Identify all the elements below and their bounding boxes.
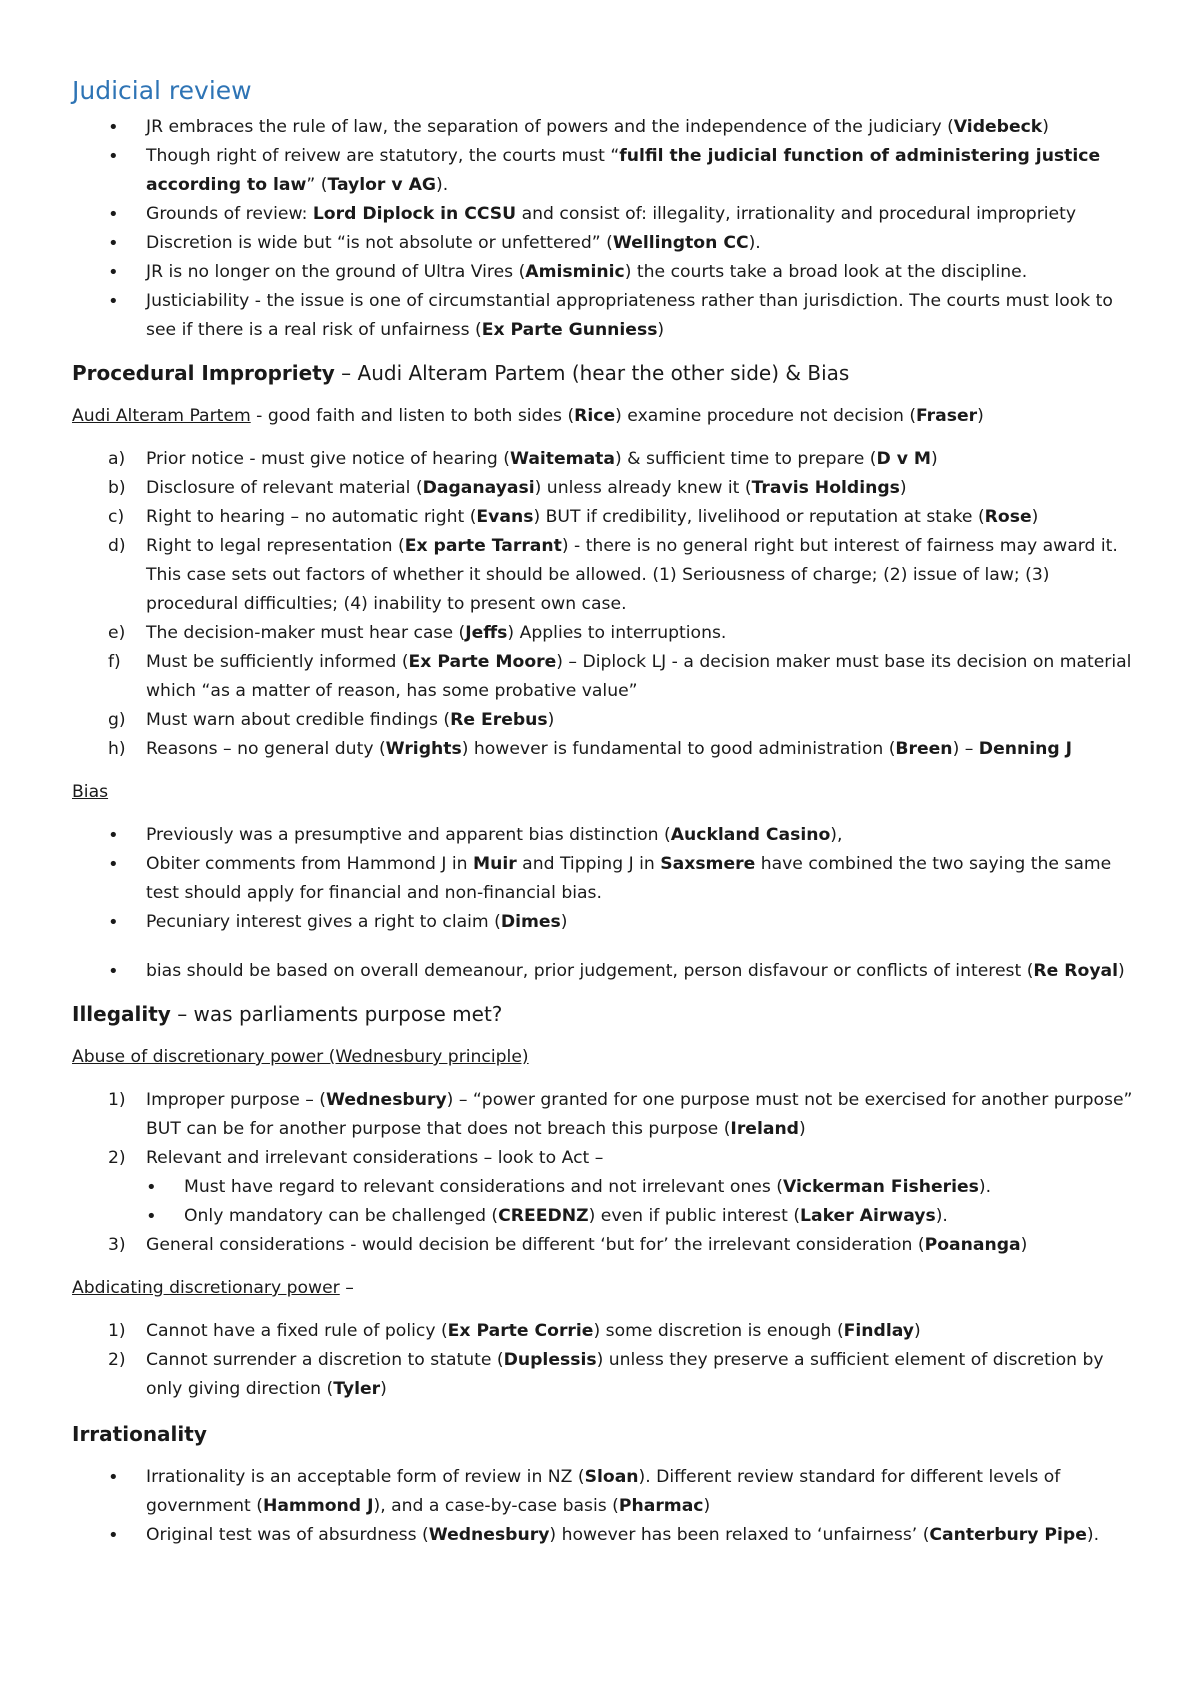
text-segment: Cannot surrender a discretion to statute ( [146, 1350, 504, 1370]
case-citation: Fraser [916, 406, 978, 426]
list-item [72, 287, 1140, 345]
list-item [72, 1144, 1140, 1173]
case-citation: Ex Parte Gunniess [481, 320, 658, 340]
text-segment: Prior notice - must give notice of hearing ( [146, 449, 510, 469]
illegality-items-list-continued [72, 1231, 1140, 1260]
list-marker: a) [108, 449, 126, 469]
list-item [72, 821, 1140, 850]
text-segment: Improper purpose – ( [146, 1090, 326, 1110]
case-citation: Duplessis [503, 1350, 597, 1370]
text-segment: Right to hearing – no automatic right ( [146, 507, 477, 527]
list-marker: f) [108, 652, 121, 672]
text-segment: ) Applies to interruptions. [507, 623, 727, 643]
list-item [72, 1521, 1140, 1550]
text-segment: - good faith and listen to both sides ( [250, 406, 575, 426]
case-citation: Muir [472, 854, 517, 874]
text-segment: Pecuniary interest gives a right to claim ( [146, 912, 501, 932]
abuse-label-line [72, 1043, 1140, 1072]
text-segment: and Tipping J in [516, 854, 661, 874]
case-citation: Amisminic [525, 262, 625, 282]
text-segment: Irrationality is an acceptable form of review in NZ ( [146, 1467, 585, 1487]
case-citation: Wednesbury [326, 1090, 447, 1110]
subsection-description [251, 406, 984, 426]
considerations-sublist [72, 1173, 1140, 1231]
abdicating-label-line [72, 1274, 1140, 1303]
text-segment: ) [547, 710, 555, 730]
text-segment: ) [380, 1379, 387, 1399]
illegality-heading [72, 1000, 1140, 1029]
text-segment: ) [899, 478, 907, 498]
text-segment: ) [798, 1119, 806, 1139]
case-citation: Waitemata [509, 449, 615, 469]
case-citation: Taylor v AG [327, 175, 436, 195]
text-segment: ) however is fundamental to good administration ( [461, 739, 896, 759]
case-citation: Wednesbury [428, 1525, 550, 1545]
case-citation: D v M [876, 449, 932, 469]
text-segment: ) [977, 406, 984, 426]
text-segment: Though right of reivew are statutory, the courts must “ [146, 146, 620, 166]
section-heading-subtitle: – Audi Alteram Partem (hear the other side) & Bias [334, 361, 850, 385]
subsection-label: Audi Alteram Partem [72, 406, 251, 426]
list-item [72, 1086, 1140, 1144]
case-citation: Pharmac [618, 1496, 704, 1516]
case-citation: Auckland Casino [670, 825, 831, 845]
text-segment: ) – “power granted for one purpose must not be exercised for another purpose” BUT can be for another purpose that does not breach this purpose ( [146, 1090, 1133, 1139]
text-segment: ) [657, 320, 665, 340]
list-item [72, 445, 1140, 474]
subsection-dash: – [339, 1278, 354, 1298]
case-citation: Re Royal [1033, 961, 1119, 981]
illegality-items-list [72, 1086, 1140, 1173]
list-item [72, 735, 1140, 764]
case-citation: Daganayasi [422, 478, 535, 498]
case-citation: Jeffs [465, 623, 508, 643]
list-item [72, 850, 1140, 908]
list-marker: 1) [108, 1321, 126, 1341]
case-citation: Canterbury Pipe [929, 1525, 1087, 1545]
text-segment: ) [1042, 117, 1049, 137]
abdicating-items-list [72, 1317, 1140, 1404]
page-title: Judicial review [72, 76, 252, 105]
list-item [72, 1202, 1140, 1231]
list-item [72, 619, 1140, 648]
text-segment: have combined the two saying the same test should apply for financial and non-financial bias. [146, 854, 1112, 903]
text-segment: ) [1031, 507, 1039, 527]
list-marker: e) [108, 623, 126, 643]
list-item [72, 113, 1140, 142]
text-segment: Previously was a presumptive and apparent bias distinction ( [146, 825, 671, 845]
text-segment: ) the courts take a broad look at the discipline. [624, 262, 1028, 282]
list-item [72, 957, 1140, 986]
section-heading-text: Irrationality [72, 1422, 207, 1446]
text-segment: Only mandatory can be challenged ( [184, 1206, 499, 1226]
list-item [72, 142, 1140, 200]
case-citation: Lord Diplock in CCSU [312, 204, 517, 224]
case-citation: Videbeck [953, 117, 1043, 137]
text-segment: ) [914, 1321, 921, 1341]
list-item [72, 474, 1140, 503]
case-citation: Travis Holdings [751, 478, 900, 498]
list-item [72, 503, 1140, 532]
subsection-label: Abdicating discretionary power [72, 1278, 340, 1298]
case-citation: Hammond J [262, 1496, 374, 1516]
procedural-items-list [72, 445, 1140, 764]
case-citation: Findlay [843, 1321, 915, 1341]
list-item [72, 1173, 1140, 1202]
subsection-label: Abuse of discretionary power (Wednesbury principle) [72, 1047, 529, 1067]
text-segment: Must have regard to relevant considerations and not irrelevant ones ( [184, 1177, 783, 1197]
case-citation: fulfil the judicial function of administering justice according to law [146, 146, 1101, 195]
case-citation: Evans [476, 507, 534, 527]
case-citation: Wrights [385, 739, 462, 759]
text-segment: JR embraces the rule of law, the separation of powers and the independence of the judiciary ( [146, 117, 954, 137]
case-citation: Poananga [924, 1235, 1021, 1255]
text-segment: ). [978, 1177, 992, 1197]
section-heading-text: Illegality [72, 1002, 171, 1026]
list-marker: c) [108, 507, 125, 527]
text-segment: ) even if public interest ( [588, 1206, 801, 1226]
text-segment: and consist of: illegality, irrationality and procedural impropriety [516, 204, 1077, 224]
text-segment: ) [1020, 1235, 1028, 1255]
text-segment: ) – [952, 739, 979, 759]
case-citation: Re Erebus [450, 710, 548, 730]
list-marker: d) [108, 536, 126, 556]
text-segment: ). [1086, 1525, 1100, 1545]
text-segment: ) – Diplock LJ - a decision maker must base its decision on material which “as a matter of reason, has some probative value” [146, 652, 1132, 701]
text-segment: ) [931, 449, 938, 469]
bias-list [72, 821, 1140, 986]
case-citation: Rose [984, 507, 1032, 527]
jr-points-list [72, 113, 1140, 345]
text-segment: Justiciability - the issue is one of circumstantial appropriateness rather than jurisdiction. The courts must look to see if there is a real risk of unfairness ( [146, 291, 1113, 340]
section-heading-text: Procedural Impropriety [72, 361, 335, 385]
text-segment: ) [1118, 961, 1125, 981]
text-segment: ), [830, 825, 843, 845]
case-citation: Laker Airways [800, 1206, 936, 1226]
list-marker: 2) [108, 1350, 126, 1370]
text-segment: bias should be based on overall demeanour, prior judgement, person disfavour or conflicts of interest ( [146, 961, 1034, 981]
section-heading-subtitle: – was parliaments purpose met? [170, 1002, 503, 1026]
case-citation: Ex Parte Moore [408, 652, 557, 672]
irrationality-list [72, 1463, 1140, 1550]
text-segment: ) [703, 1496, 711, 1516]
text-segment: ) however has been relaxed to ‘unfairness’ ( [549, 1525, 930, 1545]
text-segment: ). [935, 1206, 948, 1226]
list-item [72, 258, 1140, 287]
case-citation: Ex Parte Corrie [447, 1321, 594, 1341]
case-citation: Saxsmere [660, 854, 756, 874]
list-item [72, 229, 1140, 258]
text-segment: Relevant and irrelevant considerations – look to Act – [146, 1148, 604, 1168]
case-citation: Sloan [584, 1467, 639, 1487]
text-segment: ) unless they preserve a sufficient element of discretion by only giving direction ( [146, 1350, 1104, 1399]
text-segment: Right to legal representation ( [146, 536, 405, 556]
case-citation: Wellington CC [612, 233, 749, 253]
case-citation: Ireland [730, 1119, 799, 1139]
list-item [72, 532, 1140, 619]
text-segment: ) unless already knew it ( [534, 478, 752, 498]
case-citation: CREEDNZ [498, 1206, 589, 1226]
audi-alteram-partem-line [72, 402, 1140, 431]
text-segment: Grounds of review: [146, 204, 313, 224]
list-marker: g) [108, 710, 126, 730]
list-item [72, 1231, 1140, 1260]
case-citation: Rice [574, 406, 616, 426]
text-segment: Must be sufficiently informed ( [146, 652, 409, 672]
list-marker: 2) [108, 1148, 126, 1168]
text-segment: Cannot have a fixed rule of policy ( [146, 1321, 448, 1341]
text-segment: ) - there is no general right but interest of fairness may award it. This case sets out factors of whether it should be allowed. (1) Seriousness of charge; (2) issue of law; (3) procedural difficulties; (4) inability to present own case. [146, 536, 1118, 614]
case-citation: Ex parte Tarrant [404, 536, 562, 556]
text-segment: ) [560, 912, 568, 932]
text-segment: JR is no longer on the ground of Ultra Vires ( [146, 262, 526, 282]
list-marker: h) [108, 739, 126, 759]
text-segment: Reasons – no general duty ( [146, 739, 386, 759]
text-segment: ). Different review standard for different levels of government ( [146, 1467, 1061, 1516]
case-citation: Tyler [333, 1379, 381, 1399]
text-segment: ” ( [306, 175, 328, 195]
case-citation: Denning J [978, 739, 1073, 759]
text-segment: ). [748, 233, 761, 253]
text-segment: Obiter comments from Hammond J in [146, 854, 473, 874]
text-segment: ). [435, 175, 449, 195]
list-marker: b) [108, 478, 126, 498]
subsection-label: Bias [72, 782, 109, 802]
text-segment: ) & sufficient time to prepare ( [615, 449, 877, 469]
list-item [72, 908, 1140, 937]
list-item [72, 706, 1140, 735]
bias-label-line [72, 778, 1140, 807]
list-item [72, 1463, 1140, 1521]
irrationality-heading [72, 1420, 1140, 1449]
text-segment: ) BUT if credibility, livelihood or reputation at stake ( [533, 507, 985, 527]
procedural-impropriety-heading [72, 359, 1140, 388]
text-segment: Discretion is wide but “is not absolute or unfettered” ( [146, 233, 613, 253]
text-segment: Original test was of absurdness ( [146, 1525, 429, 1545]
text-segment: ), and a case-by-case basis ( [373, 1496, 619, 1516]
text-segment: Disclosure of relevant material ( [146, 478, 423, 498]
case-citation: Vickerman Fisheries [782, 1177, 979, 1197]
text-segment: General considerations - would decision be different ‘but for’ the irrelevant consideration ( [146, 1235, 925, 1255]
list-item [72, 1346, 1140, 1404]
text-segment: The decision-maker must hear case ( [146, 623, 466, 643]
text-segment: ) some discretion is enough ( [593, 1321, 844, 1341]
case-citation: Dimes [500, 912, 561, 932]
list-marker: 3) [108, 1235, 126, 1255]
list-item [72, 200, 1140, 229]
text-segment: ) examine procedure not decision ( [615, 406, 917, 426]
list-item [72, 648, 1140, 706]
list-item [72, 1317, 1140, 1346]
case-citation: Breen [895, 739, 953, 759]
list-marker: 1) [108, 1090, 126, 1110]
text-segment: Must warn about credible findings ( [146, 710, 451, 730]
